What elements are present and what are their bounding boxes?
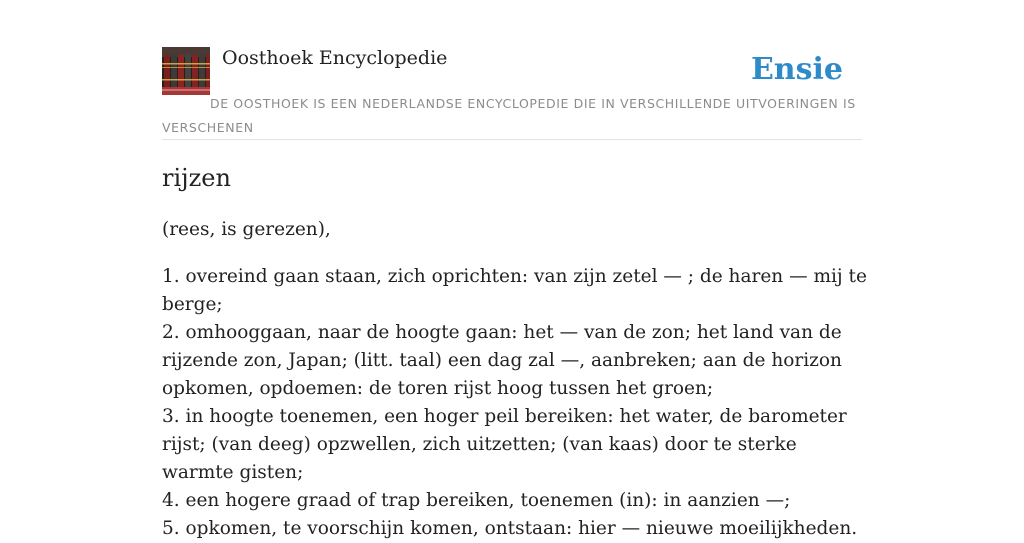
definition-sense: 1. overeind gaan staan, zich oprichten: van zijn zetel — ; de haren — mij te berge; xyxy=(162,266,867,315)
header-divider xyxy=(162,139,862,140)
definition-sense: 4. een hogere graad of trap bereiken, toenemen (in): in aanzien —; xyxy=(162,490,791,511)
site-title[interactable]: Oosthoek Encyclopedie xyxy=(222,47,448,69)
ensie-logo-link[interactable]: Ensie xyxy=(750,52,843,87)
site-tagline: DE OOSTHOEK IS EEN NEDERLANDSE ENCYCLOPEDIE DIE IN VERSCHILLENDE UITVOERINGEN IS VERSCHENEN xyxy=(162,96,856,135)
entry-definition-list xyxy=(162,263,872,543)
entry-title: rijzen xyxy=(162,164,231,192)
definition-sense: 3. in hoogte toenemen, een hoger peil bereiken: het water, de barometer rijst; (van deeg) opzwellen, zich uitzetten; (van kaas) door te sterke warmte gisten; xyxy=(162,406,847,483)
encyclopedia-books-icon[interactable] xyxy=(162,47,210,95)
definition-sense: 2. omhooggaan, naar de hoogte gaan: het — van de zon; het land van de rijzende zon, Japan; (litt. taal) een dag zal —, aanbreken; aan de horizon opkomen, opdoemen: de toren rijst hoog tussen het groen; xyxy=(162,322,842,399)
encyclopedia-books-image xyxy=(162,47,210,95)
definition-sense: 5. opkomen, te voorschijn komen, ontstaan: hier — nieuwe moeilijkheden. xyxy=(162,518,858,539)
entry-forms: (rees, is gerezen), xyxy=(162,219,331,240)
site-header xyxy=(162,46,862,140)
